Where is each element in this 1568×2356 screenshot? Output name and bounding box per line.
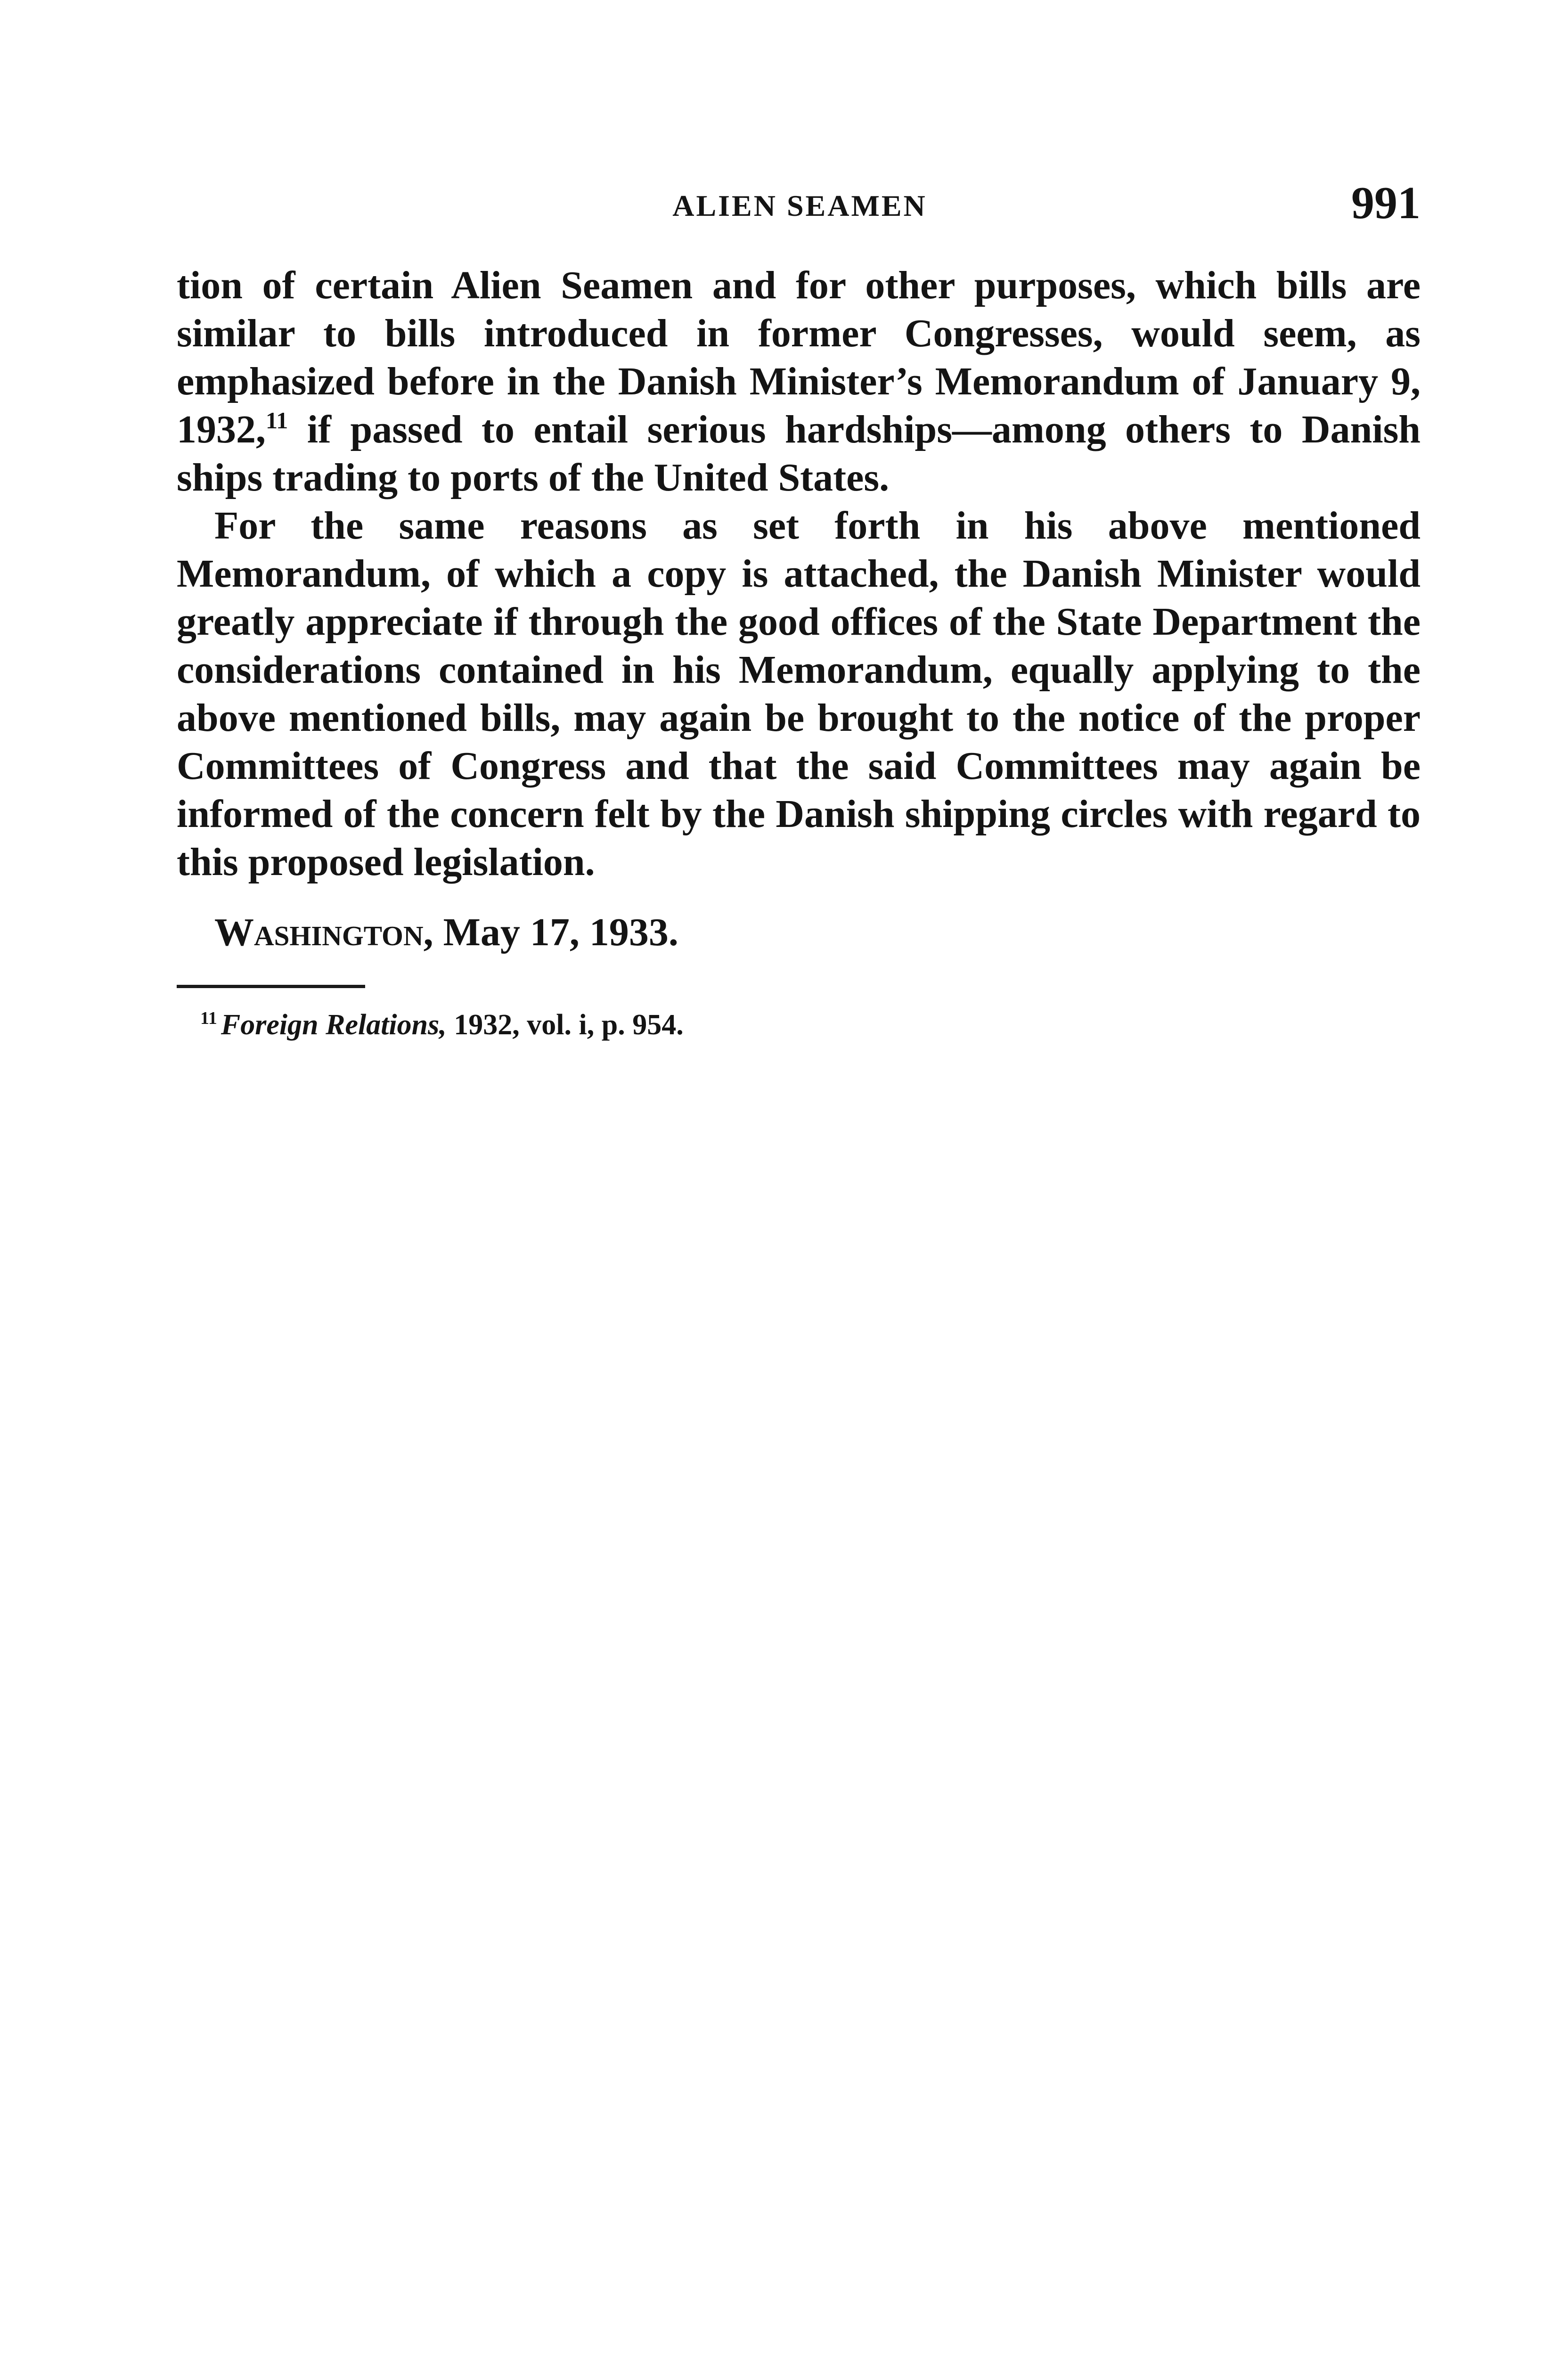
- paragraph-1-text-b: if passed to entail serious hardships—among others to Danish ships trading to ports of the United States.: [177, 408, 1421, 499]
- footnote-divider: [177, 985, 365, 988]
- paragraph-2: For the same reasons as set forth in his above mentioned Memorandum, of which a copy is attached, the Danish Minister would greatly appreciate if through the good offices of the State Department the considerations contained in his Memorandum, equally applying to the above mentioned bills, may again be brought to the notice of the proper Committees of Congress and that the said Committees may again be informed of the concern felt by the Danish shipping circles with regard to this proposed legislation.: [177, 504, 1421, 884]
- footnote-reference: 11: [266, 407, 288, 434]
- running-header: [179, 180, 1421, 232]
- dateline: [214, 909, 678, 955]
- running-title: ALIEN SEAMEN: [672, 189, 927, 222]
- footnote-number: 11: [200, 1008, 217, 1028]
- footnote-citation: 1932, vol. i, p. 954.: [446, 1009, 684, 1041]
- paragraph-1-text-a: tion of certain Alien Seamen and for other purposes, which bills are similar to bills introduced in former Congresses, would seem, as emphasized before in the Danish Minister’s Memorandum of January 9, 1932,: [177, 263, 1421, 451]
- footnote: [200, 1008, 684, 1042]
- dateline-place: Washington: [214, 910, 424, 954]
- footnote-title: Foreign Relations,: [220, 1009, 447, 1041]
- dateline-date: , May 17, 1933.: [423, 910, 678, 954]
- page-number: 991: [1351, 178, 1421, 229]
- paragraph-1: [177, 262, 1421, 502]
- body-text: [177, 262, 1421, 886]
